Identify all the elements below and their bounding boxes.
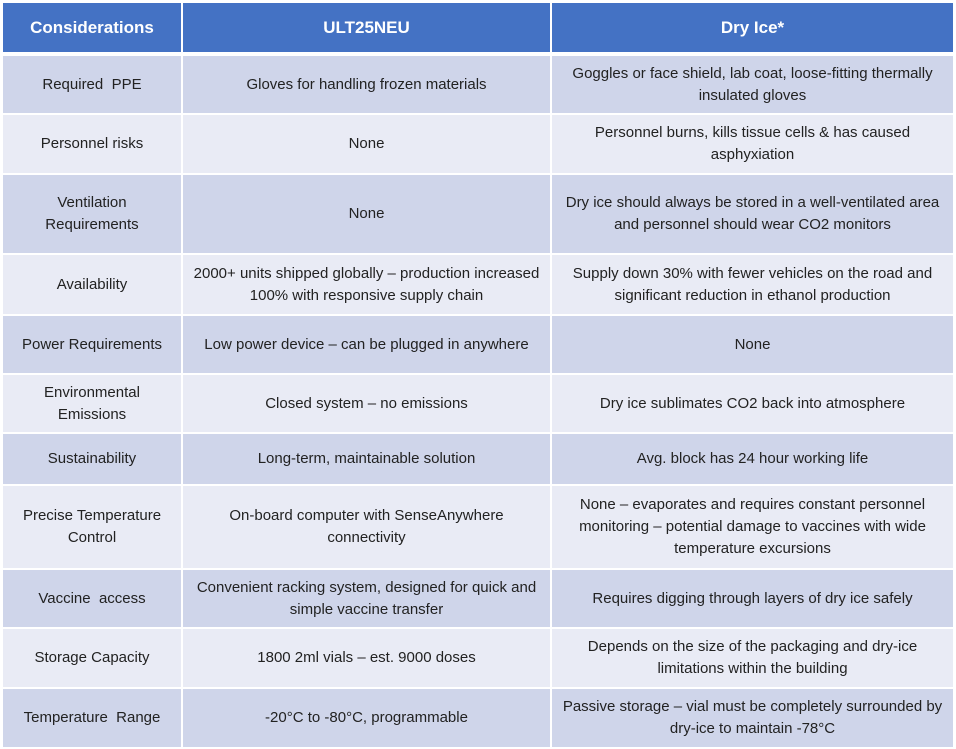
cell-ult25neu: -20°C to -80°C, programmable	[182, 688, 551, 748]
cell-dry-ice: Goggles or face shield, lab coat, loose-fitting thermally insulated gloves	[551, 54, 954, 114]
cell-ult25neu: Low power device – can be plugged in anywhere	[182, 315, 551, 374]
table-row	[2, 374, 954, 433]
cell-consideration: Precise Temperature Control	[2, 485, 182, 569]
cell-ult25neu: None	[182, 114, 551, 174]
table-row	[2, 174, 954, 254]
table-row	[2, 485, 954, 569]
header-dry-ice: Dry Ice*	[551, 2, 954, 54]
cell-dry-ice: None	[551, 315, 954, 374]
cell-consideration: Environmental Emissions	[2, 374, 182, 433]
cell-ult25neu: 1800 2ml vials – est. 9000 doses	[182, 628, 551, 688]
cell-consideration: Availability	[2, 254, 182, 315]
header-considerations: Considerations	[2, 2, 182, 54]
cell-dry-ice: Passive storage – vial must be completely surrounded by dry-ice to maintain -78°C	[551, 688, 954, 748]
comparison-table	[1, 1, 955, 749]
cell-dry-ice: Personnel burns, kills tissue cells & has caused asphyxiation	[551, 114, 954, 174]
cell-ult25neu: Closed system – no emissions	[182, 374, 551, 433]
cell-ult25neu: On-board computer with SenseAnywhere connectivity	[182, 485, 551, 569]
cell-dry-ice: Dry ice should always be stored in a well-ventilated area and personnel should wear CO2 monitors	[551, 174, 954, 254]
table-row	[2, 688, 954, 748]
cell-dry-ice: Dry ice sublimates CO2 back into atmosphere	[551, 374, 954, 433]
cell-ult25neu: 2000+ units shipped globally – production increased 100% with responsive supply chain	[182, 254, 551, 315]
cell-ult25neu: Long-term, maintainable solution	[182, 433, 551, 485]
cell-consideration: Sustainability	[2, 433, 182, 485]
cell-consideration: Vaccine access	[2, 569, 182, 628]
cell-consideration: Required PPE	[2, 54, 182, 114]
cell-ult25neu: None	[182, 174, 551, 254]
cell-ult25neu: Gloves for handling frozen materials	[182, 54, 551, 114]
cell-dry-ice: Avg. block has 24 hour working life	[551, 433, 954, 485]
cell-consideration: Storage Capacity	[2, 628, 182, 688]
table-row	[2, 433, 954, 485]
cell-consideration: Temperature Range	[2, 688, 182, 748]
cell-dry-ice: Supply down 30% with fewer vehicles on the road and significant reduction in ethanol production	[551, 254, 954, 315]
cell-dry-ice: Requires digging through layers of dry ice safely	[551, 569, 954, 628]
cell-dry-ice: Depends on the size of the packaging and dry-ice limitations within the building	[551, 628, 954, 688]
cell-consideration: Power Requirements	[2, 315, 182, 374]
table-row	[2, 254, 954, 315]
table-row	[2, 315, 954, 374]
table-row	[2, 114, 954, 174]
cell-consideration: Personnel risks	[2, 114, 182, 174]
header-ult25neu: ULT25NEU	[182, 2, 551, 54]
table-row	[2, 54, 954, 114]
cell-ult25neu: Convenient racking system, designed for quick and simple vaccine transfer	[182, 569, 551, 628]
cell-consideration: Ventilation Requirements	[2, 174, 182, 254]
header-row	[2, 2, 954, 54]
table-row	[2, 628, 954, 688]
table-row	[2, 569, 954, 628]
cell-dry-ice: None – evaporates and requires constant personnel monitoring – potential damage to vaccines with wide temperature excursions	[551, 485, 954, 569]
